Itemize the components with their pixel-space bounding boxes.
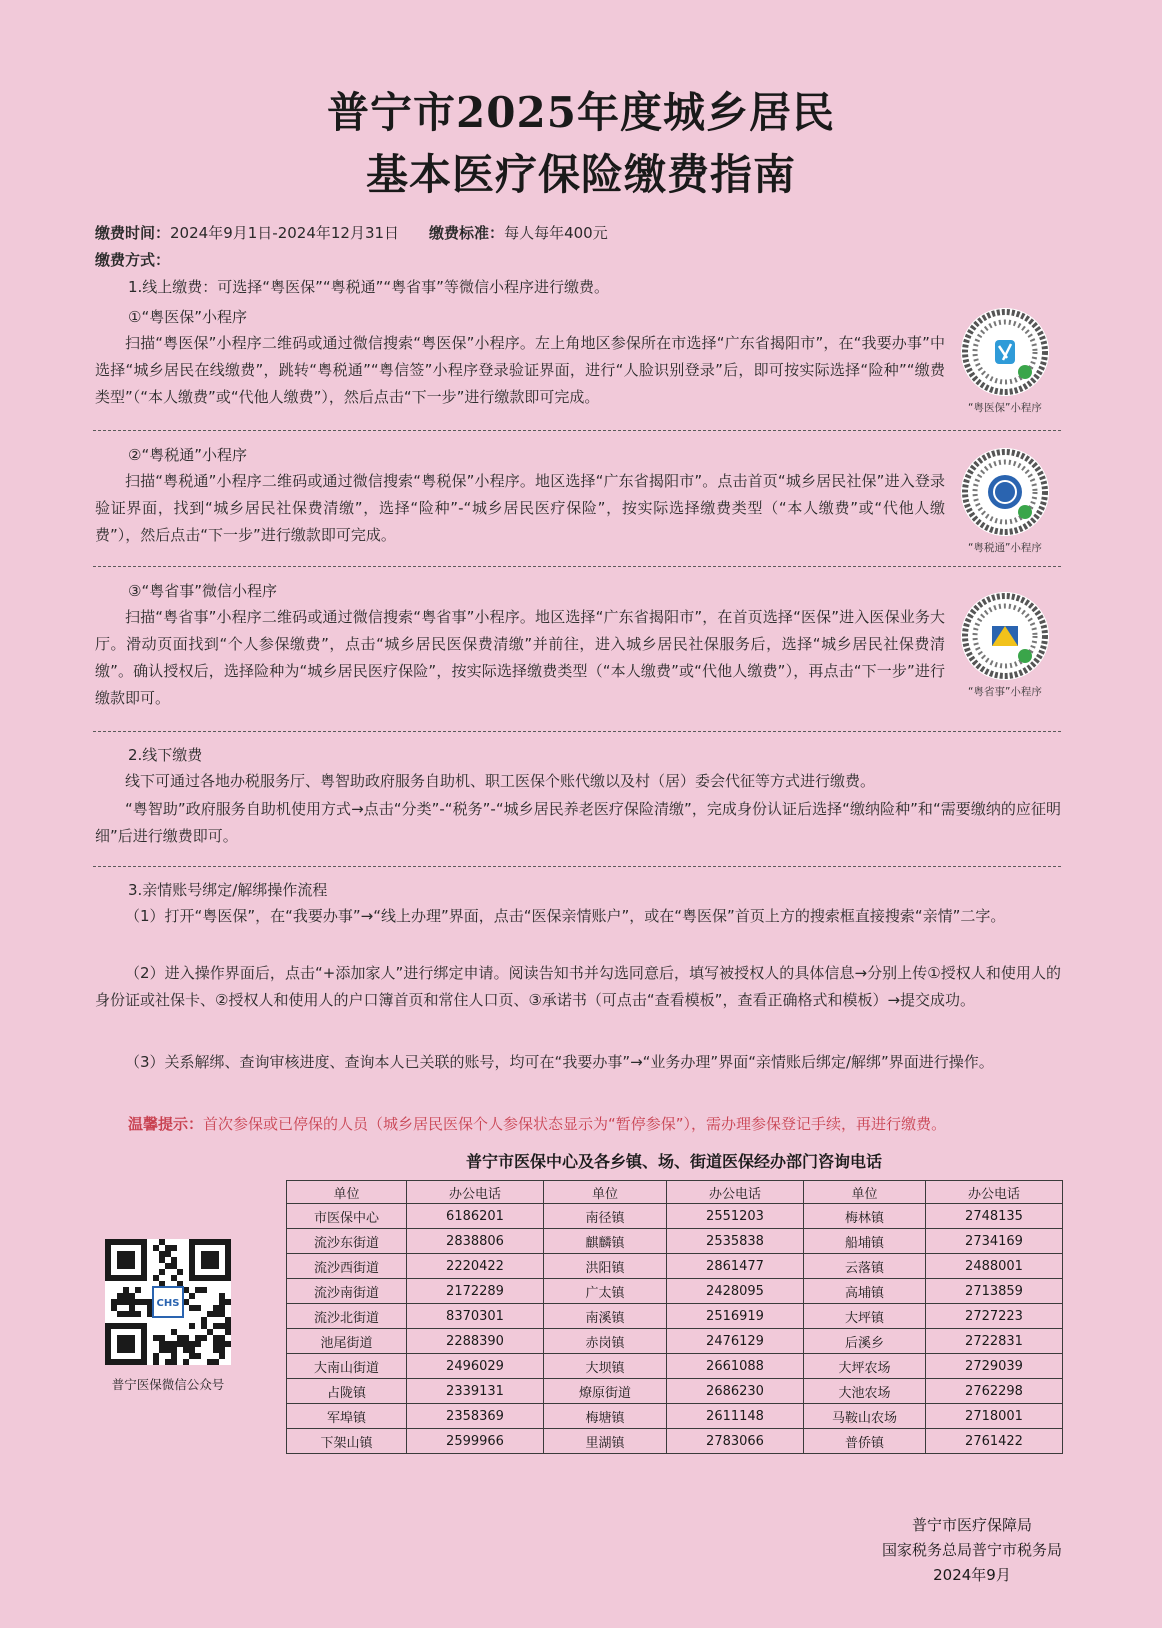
table-row	[287, 1354, 1063, 1379]
signature-org-1: 普宁市医疗保障局	[911, 1516, 1032, 1534]
office-phone: 2722831	[926, 1329, 1063, 1354]
divider	[93, 731, 1061, 732]
office-unit: 流沙西街道	[287, 1254, 407, 1279]
qr-caption-yueshengshi: “粤省事”小程序	[968, 686, 1042, 698]
wechat-qr-caption: 普宁医保微信公众号	[111, 1377, 225, 1392]
office-unit: 南溪镇	[544, 1304, 667, 1329]
office-phone: 2172289	[407, 1279, 544, 1304]
payment-standard-value: 每人每年400元	[504, 224, 608, 242]
page-title-line2: 基本医疗保险缴费指南	[365, 150, 796, 199]
office-unit: 下架山镇	[287, 1429, 407, 1454]
table-row	[287, 1254, 1063, 1279]
payment-standard-label: 缴费标准：	[429, 224, 505, 242]
family-step-3: （3）关系解绑、查询审核进度、查询本人已关联的账号，均可在“我要办事”→“业务办理”界面“亲情账后绑定/解绑”界面进行操作。	[125, 1053, 994, 1071]
office-phone: 2611148	[667, 1404, 804, 1429]
office-unit: 大坪农场	[804, 1354, 926, 1379]
office-phone: 2734169	[926, 1229, 1063, 1254]
divider	[93, 566, 1061, 567]
office-phone: 2748135	[926, 1204, 1063, 1229]
table-row	[287, 1429, 1063, 1454]
payment-info	[95, 222, 608, 243]
office-unit: 普侨镇	[804, 1429, 926, 1454]
office-phone: 2476129	[667, 1329, 804, 1354]
qr-code-icon	[959, 306, 1051, 398]
program-title-yueshengshi: ③“粤省事”微信小程序	[128, 582, 277, 600]
contacts-table	[286, 1180, 1063, 1454]
office-phone: 2727223	[926, 1304, 1063, 1329]
table-header-row	[287, 1181, 1063, 1204]
office-unit: 梅林镇	[804, 1204, 926, 1229]
header-unit: 单位	[544, 1181, 667, 1204]
office-unit: 云落镇	[804, 1254, 926, 1279]
office-unit: 后溪乡	[804, 1329, 926, 1354]
office-phone: 2516919	[667, 1304, 804, 1329]
qr-yueshengshi	[950, 590, 1060, 699]
header-phone: 办公电话	[667, 1181, 804, 1204]
table-row	[287, 1204, 1063, 1229]
office-unit: 燎原街道	[544, 1379, 667, 1404]
office-unit: 洪阳镇	[544, 1254, 667, 1279]
online-heading: 1.线上缴费：可选择“粤医保”“粤税通”“粤省事”等微信小程序进行缴费。	[128, 278, 609, 296]
office-phone: 2220422	[407, 1254, 544, 1279]
offline-text-1: 线下可通过各地办税服务厅、粤智助政府服务自助机、职工医保个账代缴以及村（居）委会代征等方式进行缴费。	[125, 772, 876, 790]
office-unit: 南径镇	[544, 1204, 667, 1229]
qr-caption-yueyibao: “粤医保”小程序	[968, 402, 1042, 414]
office-unit: 军埠镇	[287, 1404, 407, 1429]
divider	[93, 866, 1061, 867]
table-row	[287, 1279, 1063, 1304]
office-unit: 船埔镇	[804, 1229, 926, 1254]
office-unit: 占陇镇	[287, 1379, 407, 1404]
office-phone: 2661088	[667, 1354, 804, 1379]
contacts-title: 普宁市医保中心及各乡镇、场、街道医保经办部门咨询电话	[465, 1152, 882, 1171]
office-phone: 6186201	[407, 1204, 544, 1229]
family-step-1: （1）打开“粤医保”，在“我要办事”→“线上办理”界面，点击“医保亲情账户”，或在“粤医保”首页上方的搜索框直接搜索“亲情”二字。	[125, 907, 1006, 925]
payment-time-label: 缴费时间：	[95, 224, 171, 242]
office-unit: 里湖镇	[544, 1429, 667, 1454]
table-row	[287, 1304, 1063, 1329]
office-phone: 2535838	[667, 1229, 804, 1254]
office-unit: 流沙北街道	[287, 1304, 407, 1329]
program-title-yueshuitong: ②“粤税通”小程序	[128, 446, 247, 464]
family-step-2: （2）进入操作界面后，点击“+添加家人”进行绑定申请。阅读告知书并勾选同意后，填写被授权人的具体信息→分别上传①授权人和使用人的身份证或社保卡、②授权人和使用人的户口簿首页和常住人口页、③承诺书（可点击“查看模板”，查看正确格式和模板）→提交成功。	[95, 964, 1061, 1009]
office-phone: 2496029	[407, 1354, 544, 1379]
office-phone: 2729039	[926, 1354, 1063, 1379]
office-unit: 流沙南街道	[287, 1279, 407, 1304]
office-unit: 赤岗镇	[544, 1329, 667, 1354]
program-text-yueshuitong: 扫描“粤税通”小程序二维码或通过微信搜索“粤税保”小程序。地区选择“广东省揭阳市”。点击首页“城乡居民社保”进入登录验证界面，找到“城乡居民社保费清缴”，选择“险种”-“城乡居民医疗保险”，按实际选择缴费类型（“本人缴费”或“代他人缴费”），然后点击“下一步”进行缴款即可完成。	[95, 472, 945, 544]
office-unit: 大坝镇	[544, 1354, 667, 1379]
office-unit: 高埔镇	[804, 1279, 926, 1304]
qr-code-icon	[105, 1239, 231, 1365]
office-phone: 2783066	[667, 1429, 804, 1454]
qr-code-icon	[959, 590, 1051, 682]
payment-method-label: 缴费方式：	[95, 251, 171, 269]
office-phone: 2288390	[407, 1329, 544, 1354]
program-title-yueyibao: ①“粤医保”小程序	[128, 308, 247, 326]
qr-yueshuitong	[950, 446, 1060, 555]
family-heading: 3.亲情账号绑定/解绑操作流程	[128, 881, 328, 899]
office-phone: 2358369	[407, 1404, 544, 1429]
office-phone: 2861477	[667, 1254, 804, 1279]
office-unit: 梅塘镇	[544, 1404, 667, 1429]
tip-label: 温馨提示：	[128, 1115, 204, 1133]
divider	[93, 430, 1061, 431]
header-unit: 单位	[287, 1181, 407, 1204]
chs-logo: CHS	[156, 1298, 180, 1309]
office-phone: 2488001	[926, 1254, 1063, 1279]
office-unit: 马鞍山农场	[804, 1404, 926, 1429]
office-phone: 8370301	[407, 1304, 544, 1329]
office-phone: 2713859	[926, 1279, 1063, 1304]
warm-tip	[128, 1113, 946, 1134]
payment-time-value: 2024年9月1日-2024年12月31日	[170, 224, 400, 242]
office-unit: 市医保中心	[287, 1204, 407, 1229]
program-text-yueshengshi: 扫描“粤省事”小程序二维码或通过微信搜索“粤省事”小程序。地区选择“广东省揭阳市”，在首页选择“医保”进入医保业务大厅。滑动页面找到“个人参保缴费”，点击“城乡居民医保费清缴”并前往，进入城乡居民社保服务后，选择“城乡居民社保费清缴”。确认授权后，选择险种为“城乡居民医疗保险”，按实际选择缴费类型（“本人缴费”或“代他人缴费”），再点击“下一步”进行缴款即可。	[95, 608, 945, 707]
office-unit: 池尾街道	[287, 1329, 407, 1354]
offline-text-2: “粤智助”政府服务自助机使用方式→点击“分类”-“税务”-“城乡居民养老医疗保险清缴”，完成身份认证后选择“缴纳险种”和“需要缴纳的应征明细”后进行缴费即可。	[95, 800, 1061, 845]
qr-caption-yueshuitong: “粤税通”小程序	[968, 542, 1042, 554]
tip-text: 首次参保或已停保的人员（城乡居民医保个人参保状态显示为“暂停参保”），需办理参保登记手续，再进行缴费。	[203, 1115, 947, 1133]
header-phone: 办公电话	[926, 1181, 1063, 1204]
qr-yueyibao	[950, 306, 1060, 415]
office-phone: 2428095	[667, 1279, 804, 1304]
table-row	[287, 1404, 1063, 1429]
office-unit: 麒麟镇	[544, 1229, 667, 1254]
office-phone: 2838806	[407, 1229, 544, 1254]
page-title-line1: 普宁市2025年度城乡居民	[327, 88, 835, 137]
office-phone: 2339131	[407, 1379, 544, 1404]
program-text-yueyibao: 扫描“粤医保”小程序二维码或通过微信搜索“粤医保”小程序。左上角地区参保所在市选择“广东省揭阳市”，在“我要办事”中选择“城乡居民在线缴费”，跳转“粤税通”“粤信签”小程序登录验证界面，进行“人脸识别登录”后，即可按实际选择“险种”“缴费类型”（“本人缴费”或“代他人缴费”），然后点击“下一步”进行缴款即可完成。	[95, 334, 945, 406]
signature-date: 2024年9月	[933, 1566, 1011, 1584]
office-phone: 2599966	[407, 1429, 544, 1454]
wechat-qr	[100, 1239, 236, 1393]
table-row	[287, 1229, 1063, 1254]
office-unit: 流沙东街道	[287, 1229, 407, 1254]
table-row	[287, 1379, 1063, 1404]
office-phone: 2762298	[926, 1379, 1063, 1404]
office-phone: 2718001	[926, 1404, 1063, 1429]
office-phone: 2761422	[926, 1429, 1063, 1454]
table-row	[287, 1329, 1063, 1354]
office-phone: 2686230	[667, 1379, 804, 1404]
office-unit: 广太镇	[544, 1279, 667, 1304]
office-unit: 大南山街道	[287, 1354, 407, 1379]
signature-org-2: 国家税务总局普宁市税务局	[881, 1541, 1062, 1559]
office-unit: 大坪镇	[804, 1304, 926, 1329]
office-unit: 大池农场	[804, 1379, 926, 1404]
office-phone: 2551203	[667, 1204, 804, 1229]
signature	[882, 1513, 1062, 1588]
header-unit: 单位	[804, 1181, 926, 1204]
header-phone: 办公电话	[407, 1181, 544, 1204]
offline-heading: 2.线下缴费	[128, 746, 203, 764]
qr-code-icon	[959, 446, 1051, 538]
